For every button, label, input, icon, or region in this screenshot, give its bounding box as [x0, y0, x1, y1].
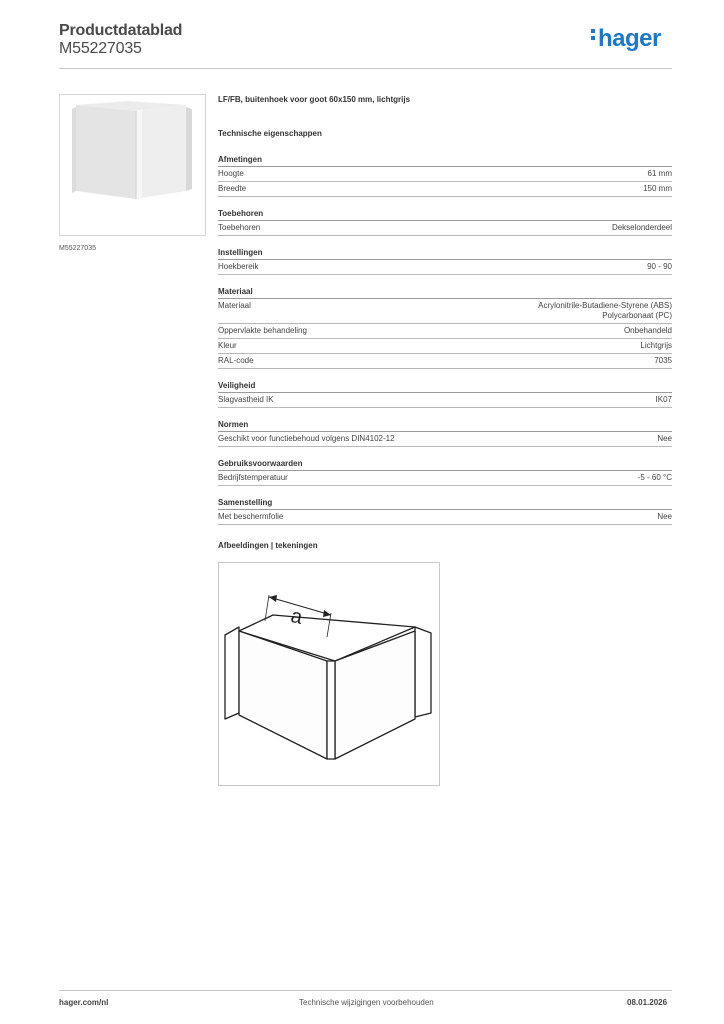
spec-value-line: Polycarbonaat (PC) — [602, 311, 672, 320]
spec-row — [218, 324, 672, 339]
spec-content — [218, 95, 672, 550]
tech-properties-title: Technische eigenschappen — [218, 129, 322, 138]
spec-value — [648, 169, 672, 179]
logo-text: hager — [598, 25, 661, 52]
spec-group — [218, 418, 672, 447]
footer-divider — [59, 990, 672, 991]
spec-label: Bedrijfstemperatuur — [218, 473, 288, 482]
spec-group-title: Materiaal — [218, 285, 672, 299]
spec-label: Geschikt voor functiebehoud volgens DIN4102-12 — [218, 434, 395, 443]
spec-value-line: Nee — [657, 512, 672, 521]
spec-row — [218, 510, 672, 525]
footer-notice: Technische wijzigingen voorbehouden — [299, 998, 434, 1007]
spec-value-line: 7035 — [654, 356, 672, 365]
spec-group-title: Toebehoren — [218, 207, 672, 221]
spec-label: Materiaal — [218, 301, 251, 310]
spec-value-line: Nee — [657, 434, 672, 443]
spec-row — [218, 471, 672, 486]
footer-date: 08.01.2026 — [627, 998, 668, 1007]
spec-group — [218, 246, 672, 275]
spec-value — [640, 341, 672, 351]
spec-group — [218, 285, 672, 369]
spec-value-line: 61 mm — [647, 169, 672, 178]
spec-label: Hoekbereik — [218, 262, 259, 271]
spec-label: Met beschermfolie — [218, 512, 284, 521]
product-description: LF/FB, buitenhoek voor goot 60x150 mm, lichtgrijs — [218, 95, 411, 104]
spec-group — [218, 153, 672, 197]
spec-label: Kleur — [218, 341, 237, 350]
spec-label: Toebehoren — [218, 223, 261, 232]
dimension-label: a — [288, 604, 305, 629]
spec-row — [218, 354, 672, 369]
spec-value-line: Dekselonderdeel — [611, 223, 672, 232]
spec-label: Breedte — [218, 184, 247, 193]
spec-value — [647, 262, 672, 272]
spec-group — [218, 496, 672, 525]
drawings-title: Afbeeldingen | tekeningen — [218, 541, 318, 550]
spec-label: Hoogte — [218, 169, 244, 178]
spec-value-line: Onbehandeld — [623, 326, 672, 335]
spec-value — [657, 434, 672, 444]
spec-row — [218, 260, 672, 275]
product-photo-icon — [60, 95, 205, 235]
spec-label: RAL-code — [218, 356, 254, 365]
spec-value-line: Lichtgrijs — [640, 341, 672, 350]
spec-value — [638, 473, 672, 483]
spec-group-title: Samenstelling — [218, 496, 672, 510]
spec-label: Oppervlakte behandeling — [218, 326, 307, 335]
hager-logo — [591, 27, 661, 51]
spec-value — [657, 512, 672, 522]
spec-group-title: Afmetingen — [218, 153, 672, 167]
article-number: M55227035 — [59, 40, 142, 57]
spec-value-line: 90 - 90 — [647, 262, 672, 271]
header-divider — [59, 68, 672, 69]
spec-row — [218, 393, 672, 408]
corner-drawing-icon — [219, 563, 439, 785]
spec-row — [218, 432, 672, 447]
logo-dots-icon — [591, 29, 596, 43]
spec-group-title: Normen — [218, 418, 672, 432]
spec-groups — [218, 153, 672, 525]
spec-value — [624, 326, 672, 336]
page-title: Productdatablad — [59, 22, 183, 39]
image-caption: M55227035 — [59, 245, 96, 252]
spec-row — [218, 167, 672, 182]
spec-group — [218, 457, 672, 486]
spec-group-title: Gebruiksvoorwaarden — [218, 457, 672, 471]
footer-website[interactable]: hager.com/nl — [59, 998, 109, 1007]
spec-value — [656, 395, 672, 405]
spec-group — [218, 207, 672, 236]
spec-value-line: -5 - 60 °C — [637, 473, 672, 482]
spec-value — [643, 184, 672, 194]
spec-value-line: IK07 — [655, 395, 672, 404]
spec-value-line: Acrylonitrile-Butadiene-Styrene (ABS) — [538, 301, 672, 310]
spec-group-title: Veiligheid — [218, 379, 672, 393]
technical-drawing — [218, 562, 440, 786]
spec-value — [612, 223, 672, 233]
spec-value — [538, 301, 672, 321]
spec-group-title: Instellingen — [218, 246, 672, 260]
spec-row — [218, 182, 672, 197]
spec-row — [218, 221, 672, 236]
product-image — [59, 94, 206, 236]
spec-group — [218, 379, 672, 408]
spec-value — [654, 356, 672, 366]
spec-label: Slagvastheid IK — [218, 395, 274, 404]
spec-row — [218, 299, 672, 324]
spec-row — [218, 339, 672, 354]
spec-value-line: 150 mm — [643, 184, 672, 193]
